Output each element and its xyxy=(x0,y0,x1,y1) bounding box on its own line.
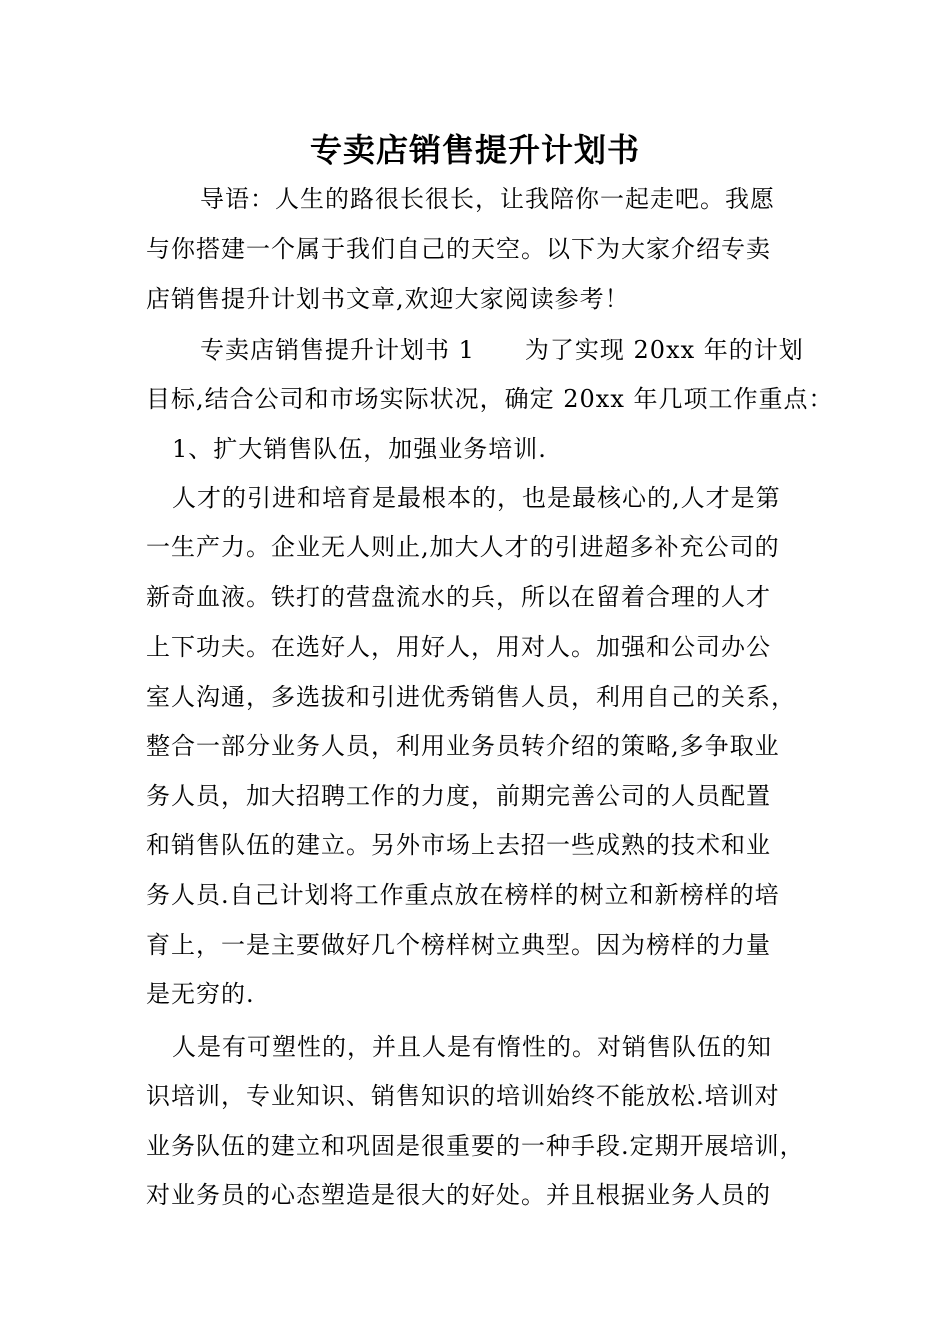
paragraph-line: 整合一部分业务人员，利用业务员转介绍的策略,多争取业 xyxy=(146,732,780,760)
paragraph-line: 务人员.自己计划将工作重点放在榜样的树立和新榜样的培 xyxy=(146,881,780,909)
paragraph-line: 专卖店销售提升计划书 1 为了实现 20xx 年的计划 xyxy=(200,336,804,364)
paragraph-line: 导语：人生的路很长很长，让我陪你一起走吧。我愿 xyxy=(200,185,775,213)
paragraph-line: 业务队伍的建立和巩固是很重要的一种手段.定期开展培训， xyxy=(146,1132,805,1160)
section-heading: 1、扩大销售队伍，加强业务培训. xyxy=(172,435,547,463)
paragraph-line: 人是有可塑性的，并且人是有惰性的。对销售队伍的知 xyxy=(172,1033,772,1061)
document-title: 专卖店销售提升计划书 xyxy=(309,131,640,169)
paragraph-line: 是无穷的. xyxy=(146,980,255,1008)
paragraph-line: 务人员，加大招聘工作的力度，前期完善公司的人员配置 xyxy=(146,782,771,810)
paragraph-line: 人才的引进和培育是最根本的，也是最核心的,人才是第 xyxy=(172,484,781,512)
paragraph-line: 店销售提升计划书文章,欢迎大家阅读参考！ xyxy=(146,285,630,313)
paragraph-line: 育上，一是主要做好几个榜样树立典型。因为榜样的力量 xyxy=(146,931,771,959)
paragraph-line: 和销售队伍的建立。另外市场上去招一些成熟的技术和业 xyxy=(146,831,771,859)
paragraph-line: 对业务员的心态塑造是很大的好处。并且根据业务人员的 xyxy=(146,1181,771,1209)
paragraph-line: 室人沟通，多选拔和引进优秀销售人员，利用自己的关系， xyxy=(146,683,796,711)
paragraph-line: 新奇血液。铁打的营盘流水的兵，所以在留着合理的人才 xyxy=(146,583,771,611)
paragraph-line: 上下功夫。在选好人，用好人，用对人。加强和公司办公 xyxy=(146,633,771,661)
paragraph-line: 识培训，专业知识、销售知识的培训始终不能放松.培训对 xyxy=(146,1082,780,1110)
paragraph-line: 一生产力。企业无人则止,加大人才的引进超多补充公司的 xyxy=(146,533,780,561)
paragraph-line: 目标,结合公司和市场实际状况，确定 20xx 年几项工作重点： xyxy=(146,385,834,413)
paragraph-line: 与你搭建一个属于我们自己的天空。以下为大家介绍专卖 xyxy=(146,235,771,263)
